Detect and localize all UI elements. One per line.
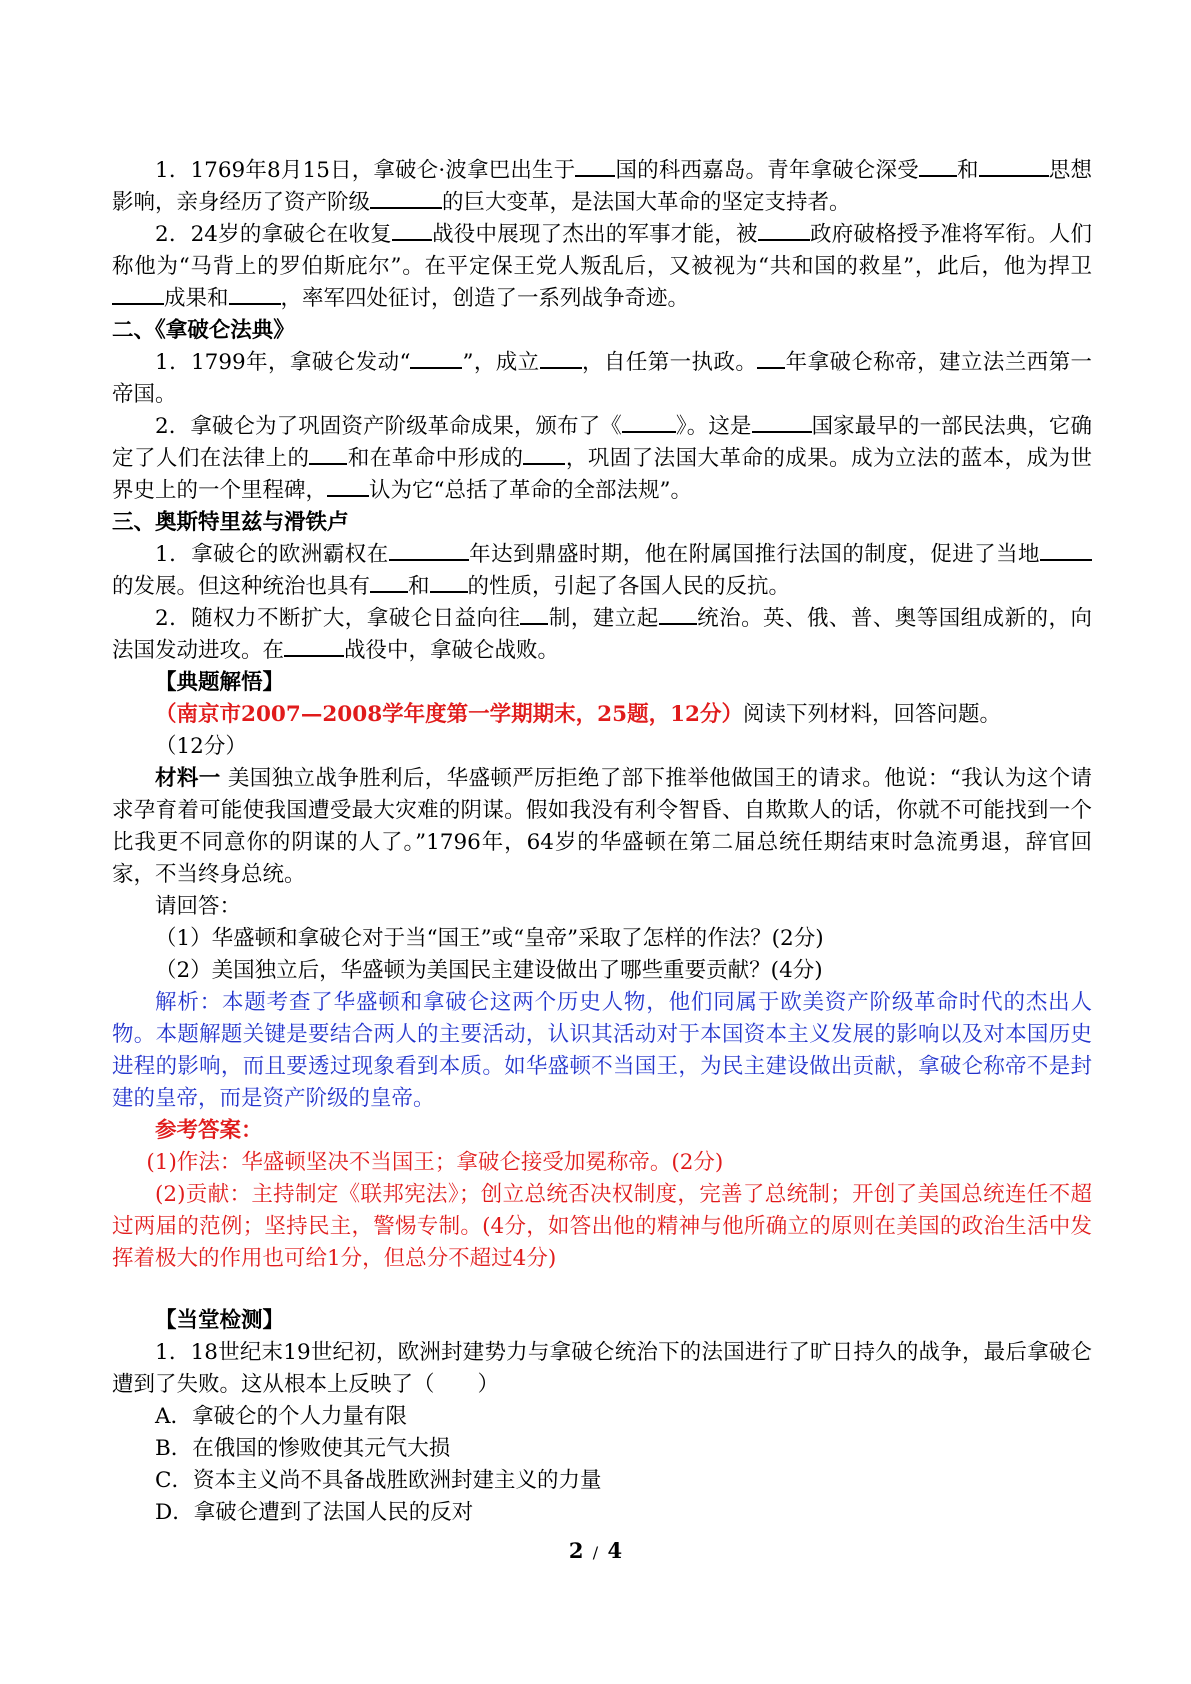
fill-blank — [752, 412, 812, 433]
section2-paragraph-1: 1．1799年，拿破仑发动“ ”，成立 ，自任第一执政。 年拿破仑称帝，建立法兰西第一帝国。 — [112, 347, 1092, 411]
section2-paragraph-2: 2．拿破仑为了巩固资产阶级革命成果，颁布了《 》。这是 国家最早的一部民法典，它确定了人们在法律上的 和在革命中形成的 ，巩固了法国大革命的成果。成为立法的蓝本，成为世界史上的一个里程碑， 认为它“总括了革命的全部法规”。 — [112, 411, 1092, 507]
section2-title: 二、《拿破仑法典》 — [112, 318, 295, 343]
option-b: B．在俄国的惨败使其元气大损 — [155, 1436, 451, 1461]
fill-blank — [309, 444, 347, 465]
fill-blank — [758, 220, 810, 241]
test-section-title: 【当堂检测】 — [155, 1308, 285, 1333]
fill-blank — [919, 156, 957, 177]
fill-blank — [523, 444, 565, 465]
fill-blank — [540, 348, 582, 369]
section-gap — [112, 1275, 1092, 1305]
material-text: 美国独立战争胜利后，华盛顿严厉拒绝了部下推举他做国王的请求。他说：“我认为这个请求孕育着可能使我国遭受最大灾难的阴谋。假如我没有利令智昏、自欺欺人的话，你就不可能找到一个比我更不同意你的阴谋的人了。”1796年，64岁的华盛顿在第二届总统任期结束时急流勇退，辞官回家，不当终身总统。 — [112, 766, 1092, 887]
fill-blank — [389, 540, 469, 561]
reference-answer-1: (1)作法：华盛顿坚决不当国王；拿破仑接受加冕称帝。(2分) — [146, 1150, 724, 1175]
reference-answer-2: (2)贡献：主持制定《联邦宪法》；创立总统否决权制度，完善了总统制；开创了美国总统连任不超过两届的范例；坚持民主，警惕专制。(4分，如答出他的精神与他所确立的原则在美国的政治生活中发挥着极大的作用也可给1分，但总分不超过4分) — [112, 1182, 1092, 1271]
fill-blank — [520, 604, 548, 625]
question-source: （南京市2007—2008学年度第一学期期末，25题，12分） — [155, 702, 744, 727]
question-2: （2）美国独立后，华盛顿为美国民主建设做出了哪些重要贡献？(4分) — [155, 958, 823, 983]
fill-blank — [112, 284, 164, 305]
example-score: （12分） — [155, 734, 247, 759]
option-a: A．拿破仑的个人力量有限 — [155, 1404, 408, 1429]
page-separator: / — [592, 1543, 599, 1562]
total-pages: 4 — [607, 1538, 623, 1563]
page-number — [0, 1538, 1191, 1563]
example-section-title: 【典题解悟】 — [155, 670, 285, 695]
fill-blank — [1040, 540, 1092, 561]
section1-paragraph-1: 1．1769年8月15日，拿破仑·波拿巴出生于 国的科西嘉岛。青年拿破仑深受 和 思想影响，亲身经历了资产阶级 的巨大变革，是法国大革命的坚定支持者。 — [112, 155, 1092, 219]
fill-blank — [327, 476, 369, 497]
reference-answer-title: 参考答案： — [155, 1118, 263, 1143]
example-source-line — [112, 699, 1092, 731]
material-one — [112, 763, 1092, 891]
fill-blank — [430, 572, 468, 593]
option-d: D．拿破仑遭到了法国人民的反对 — [155, 1500, 474, 1525]
option-c: C．资本主义尚不具备战胜欧洲封建主义的力量 — [155, 1468, 602, 1493]
test-question-1: 1．18世纪末19世纪初，欧洲封建势力与拿破仑统治下的法国进行了旷日持久的战争，最后拿破仑遭到了失败。这从根本上反映了（ ） — [112, 1340, 1092, 1397]
section3-title: 三、奥斯特里兹与滑铁卢 — [112, 510, 349, 535]
page-content — [112, 155, 1092, 1529]
fill-blank — [284, 636, 344, 657]
fill-blank — [370, 188, 442, 209]
fill-blank — [410, 348, 462, 369]
fill-blank — [979, 156, 1049, 177]
answer-prompt: 请回答： — [155, 894, 242, 919]
fill-blank — [659, 604, 697, 625]
fill-blank — [229, 284, 281, 305]
current-page: 2 — [568, 1538, 584, 1563]
example-instruction: 阅读下列材料，回答问题。 — [743, 702, 1002, 727]
fill-blank — [622, 412, 676, 433]
fill-blank — [370, 572, 408, 593]
fill-blank — [575, 156, 615, 177]
fill-blank — [392, 220, 432, 241]
fill-blank — [757, 348, 785, 369]
material-label: 材料一 — [155, 766, 221, 791]
section3-paragraph-1: 1．拿破仑的欧洲霸权在 年达到鼎盛时期，他在附属国推行法国的制度，促进了当地的发展。但这种统治也具有 和 的性质，引起了各国人民的反抗。 — [112, 539, 1092, 603]
section1-paragraph-2: 2．24岁的拿破仑在收复 战役中展现了杰出的军事才能，被 政府破格授予准将军衔。人们称他为“马背上的罗伯斯庇尔”。在平定保王党人叛乱后，又被视为“共和国的救星”，此后，他为捍卫成果和 ，率军四处征讨，创造了一系列战争奇迹。 — [112, 219, 1092, 315]
section3-paragraph-2: 2．随权力不断扩大，拿破仑日益向往 制，建立起 统治。英、俄、普、奥等国组成新的，向法国发动进攻。在 战役中，拿破仑战败。 — [112, 603, 1092, 667]
question-1: （1）华盛顿和拿破仑对于当“国王”或“皇帝”采取了怎样的作法？(2分) — [155, 926, 824, 951]
analysis-text: 解析：本题考查了华盛顿和拿破仑这两个历史人物，他们同属于欧美资产阶级革命时代的杰出人物。本题解题关键是要结合两人的主要活动，认识其活动对于本国资本主义发展的影响以及对本国历史进程的影响，而且要透过现象看到本质。如华盛顿不当国王，为民主建设做出贡献，拿破仑称帝不是封建的皇帝，而是资产阶级的皇帝。 — [112, 990, 1092, 1111]
